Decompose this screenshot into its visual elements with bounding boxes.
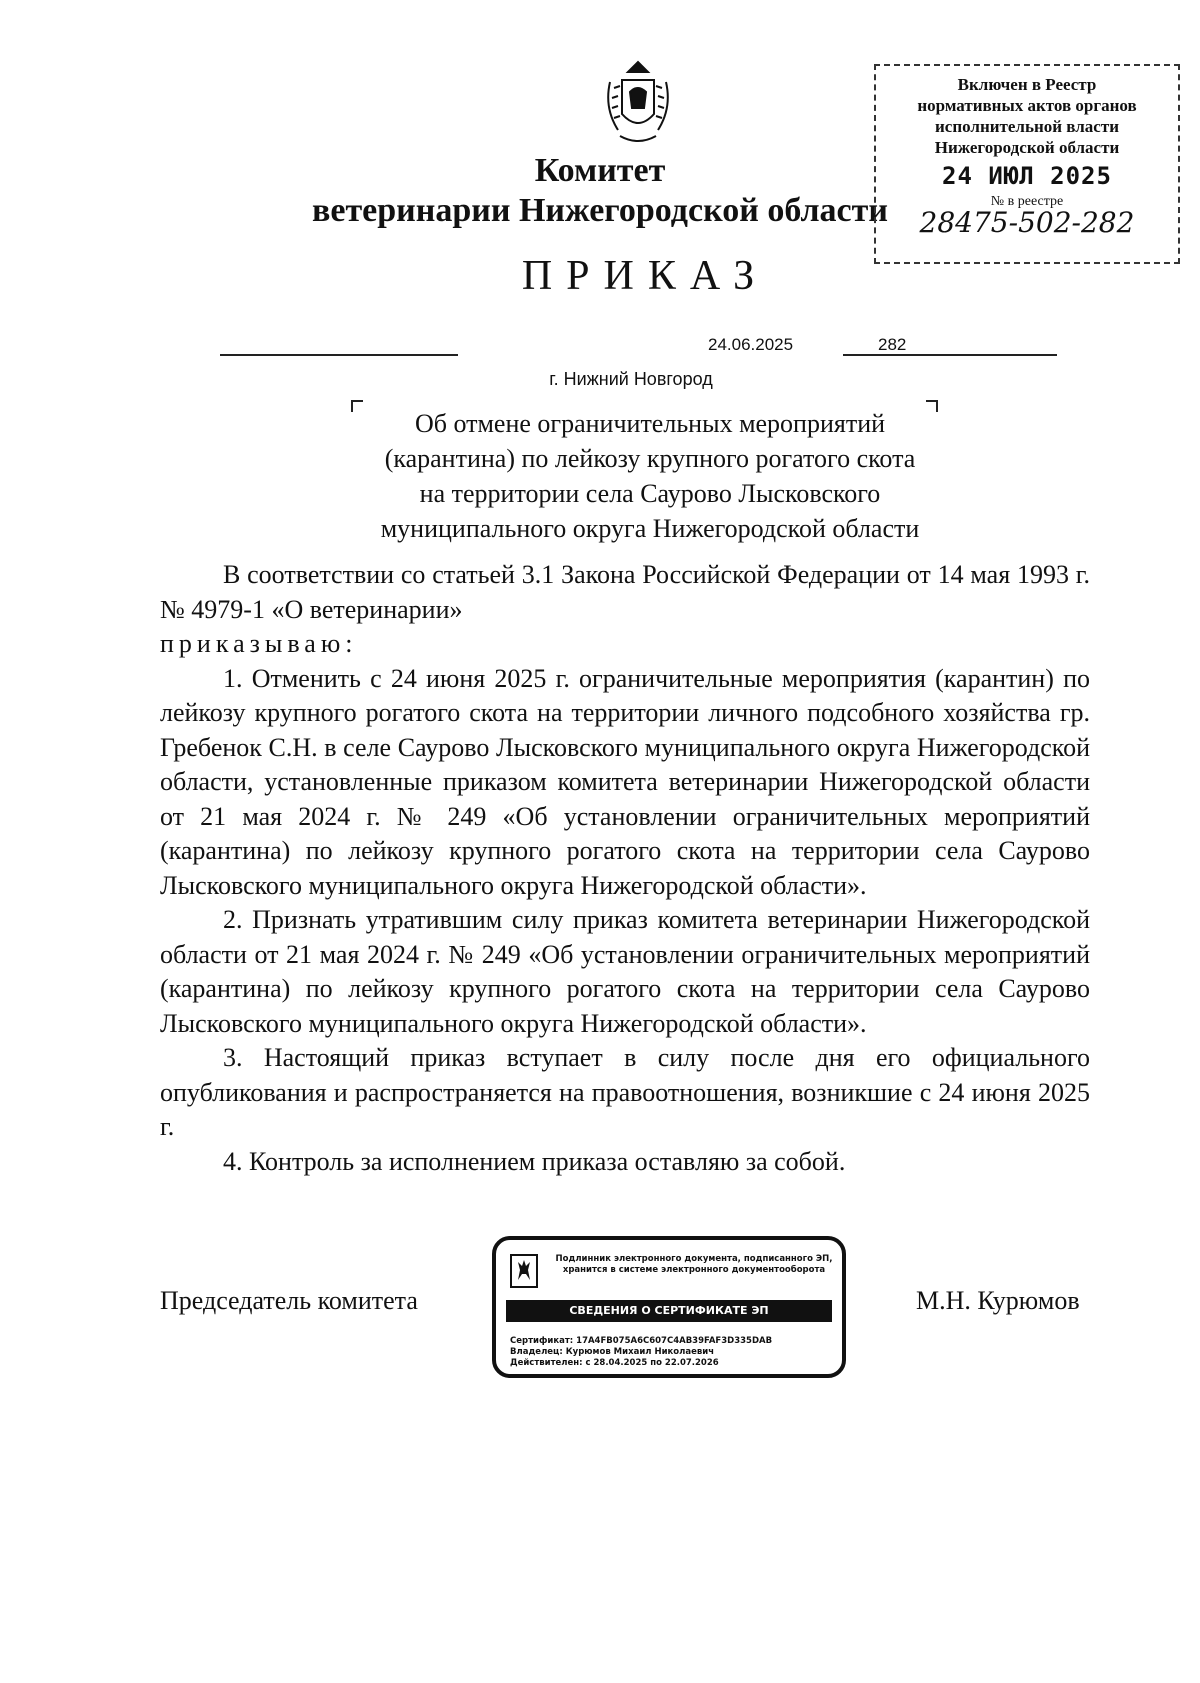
stamp-line3: исполнительной власти: [935, 117, 1119, 136]
eds-valid: Действителен: с 28.04.2025 по 22.07.2026: [510, 1358, 719, 1368]
org-name-line2: ветеринарии Нижегородской области: [312, 192, 888, 229]
signatory-name: М.Н. Курюмов: [916, 1286, 1080, 1315]
subject-line1: Об отмене ограничительных мероприятий: [414, 409, 886, 438]
order-item-1: 1. Отменить с 24 июня 2025 г. ограничительные мероприятия (карантин) по лейкозу крупного рогатого скота на территории личного подсобного хозяйства гр. Гребенок С.Н. в селе Саурово Лысковского муниципального округа Нижегородской области, установленные приказом комитета ветеринарии Нижегородской области от 21 мая 2024 г. № 249 «Об установлении ограничительных мероприятий (карантина) по лейкозу крупного рогатого скота на территории села Саурово Лысковского муниципального округа Нижегородской области».: [160, 663, 1090, 900]
stamp-line1: Включен в Реестр: [957, 75, 1097, 94]
stamp-date: 24 ИЮЛ 2025: [942, 162, 1112, 190]
order-item-4: 4. Контроль за исполнением приказа оставляю за собой.: [223, 1146, 846, 1176]
date-underline: [220, 354, 458, 356]
org-name-line1: Комитет: [534, 152, 666, 189]
preamble: В соответствии со статьей 3.1 Закона Российской Федерации от 14 мая 1993 г. № 4979-1 «О ветеринарии»: [160, 560, 1090, 624]
deer-emblem-icon: [510, 1254, 538, 1288]
eds-certificate-bar: СВЕДЕНИЯ О СЕРТИФИКАТЕ ЭП: [506, 1300, 832, 1322]
eds-certificate: Сертификат: 17A4FB075A6C607C4AB39FAF3D335DAB: [510, 1336, 773, 1346]
eds-owner: Владелец: Курюмов Михаил Николаевич: [510, 1347, 715, 1357]
order-body: [160, 558, 1090, 1179]
order-item-3: 3. Настоящий приказ вступает в силу после дня его официального опубликования и распространяется на правоотношения, возникшие с 24 июня 2025 г.: [160, 1043, 1090, 1141]
electronic-signature-stamp: [492, 1236, 846, 1378]
stamp-reg-label: № в реестре: [990, 194, 1064, 209]
stamp-line2: нормативных актов органов: [917, 96, 1137, 115]
registry-stamp: [874, 64, 1180, 264]
subject-line3: на территории села Саурово Лысковского: [419, 479, 881, 508]
eds-info: [510, 1336, 772, 1369]
order-subject: [300, 406, 1000, 546]
subject-line4: муниципального округа Нижегородской области: [380, 514, 920, 543]
number-underline: [843, 354, 1057, 356]
order-word: приказываю:: [160, 629, 358, 658]
stamp-reg-number: 28475-502-282: [919, 206, 1135, 239]
order-item-2: 2. Признать утратившим силу приказ комитета ветеринарии Нижегородской области от 21 мая 2024 г. № 249 «Об установлении ограничительных мероприятий (карантина) по лейкозу крупного рогатого скота на территории села Саурово Лысковского муниципального округа Нижегородской области».: [160, 905, 1090, 1038]
document-title: ПРИКАЗ: [521, 253, 769, 299]
eds-header: Подлинник электронного документа, подписанного ЭП, хранится в системе электронного документооборота: [555, 1254, 833, 1275]
city: г. Нижний Новгород: [549, 369, 713, 389]
order-date: 24.06.2025: [708, 335, 794, 354]
order-number: 282: [878, 335, 907, 354]
subject-line2: (карантина) по лейкозу крупного рогатого скота: [384, 444, 916, 473]
stamp-line4: Нижегородской области: [934, 138, 1120, 157]
signatory-position: Председатель комитета: [160, 1286, 418, 1315]
coat-of-arms-icon: [600, 58, 676, 148]
